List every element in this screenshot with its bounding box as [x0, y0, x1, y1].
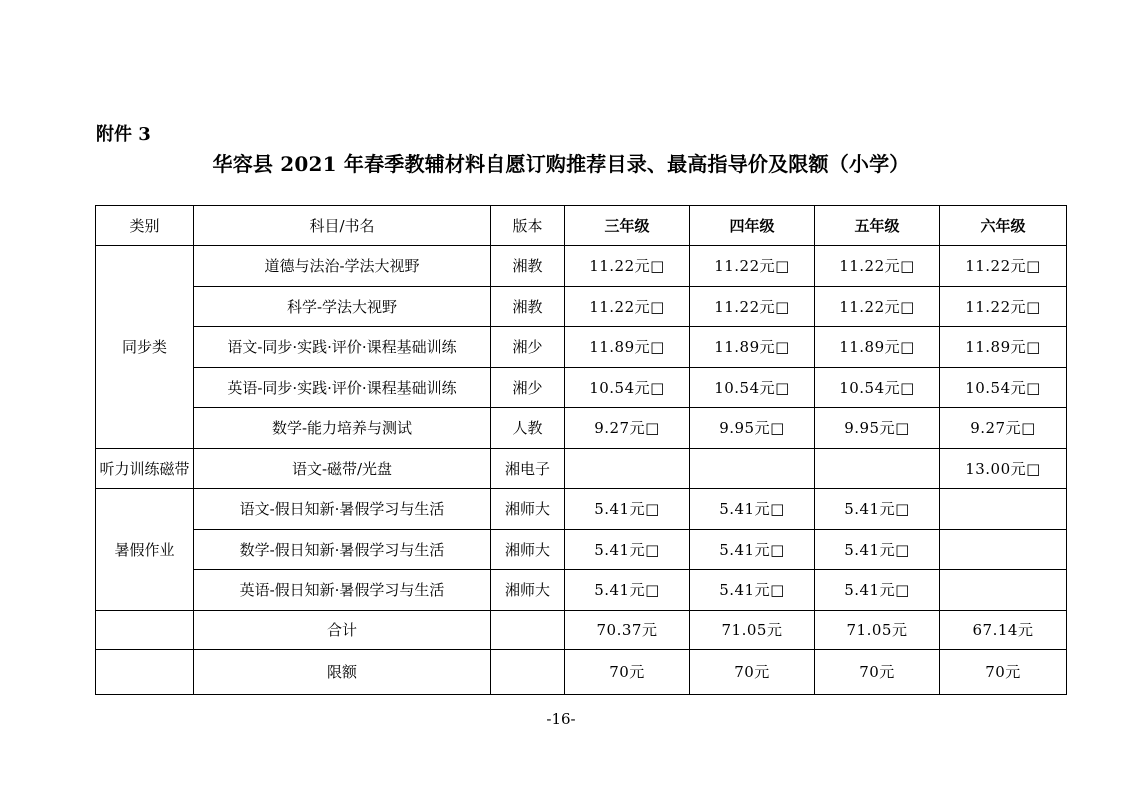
header-edition: 版本: [491, 206, 565, 246]
price-cell: 11.22元□: [690, 246, 815, 287]
book-cell: 语文-假日知新·暑假学习与生活: [194, 489, 491, 530]
price-cell: 5.41元□: [565, 489, 690, 530]
price-cell: [690, 448, 815, 489]
price-cell: [940, 489, 1067, 530]
table-row: [96, 408, 1067, 449]
edition-cell: 人教: [491, 408, 565, 449]
document-title: 华容县 2021 年春季教辅材料自愿订购推荐目录、最高指导价及限额（小学）: [212, 152, 910, 176]
limit-value: 70元: [565, 649, 690, 694]
price-cell: [940, 529, 1067, 570]
book-cell: 英语-同步·实践·评价·课程基础训练: [194, 367, 491, 408]
book-cell: 语文-磁带/光盘: [194, 448, 491, 489]
price-cell: 10.54元□: [815, 367, 940, 408]
price-cell: 11.22元□: [815, 286, 940, 327]
price-cell: [815, 448, 940, 489]
category-cell: 暑假作业: [96, 489, 194, 611]
attachment-label: 附件 3: [96, 124, 151, 145]
price-cell: 11.89元□: [815, 327, 940, 368]
price-cell: 11.89元□: [565, 327, 690, 368]
book-cell: 科学-学法大视野: [194, 286, 491, 327]
edition-cell: 湘师大: [491, 529, 565, 570]
price-cell: 9.95元□: [815, 408, 940, 449]
edition-cell: 湘师大: [491, 570, 565, 611]
price-cell: 5.41元□: [815, 489, 940, 530]
price-cell: [940, 570, 1067, 611]
edition-cell: 湘少: [491, 367, 565, 408]
limit-label: 限额: [194, 649, 491, 694]
textbook-price-table: [95, 205, 1067, 695]
table-row: [96, 529, 1067, 570]
limit-row: [96, 649, 1067, 694]
empty-cell: [96, 610, 194, 649]
header-grade-6: 六年级: [940, 206, 1067, 246]
empty-cell: [491, 610, 565, 649]
edition-cell: 湘电子: [491, 448, 565, 489]
price-cell: 5.41元□: [690, 570, 815, 611]
table-row: [96, 286, 1067, 327]
book-cell: 英语-假日知新·暑假学习与生活: [194, 570, 491, 611]
price-cell: [565, 448, 690, 489]
price-cell: 5.41元□: [690, 529, 815, 570]
price-cell: 5.41元□: [565, 529, 690, 570]
price-cell: 9.27元□: [940, 408, 1067, 449]
price-cell: 9.27元□: [565, 408, 690, 449]
limit-value: 70元: [940, 649, 1067, 694]
price-cell: 10.54元□: [690, 367, 815, 408]
book-cell: 数学-假日知新·暑假学习与生活: [194, 529, 491, 570]
empty-cell: [96, 649, 194, 694]
price-cell: 11.22元□: [815, 246, 940, 287]
edition-cell: 湘师大: [491, 489, 565, 530]
edition-cell: 湘教: [491, 286, 565, 327]
price-cell: 5.41元□: [815, 570, 940, 611]
price-cell: 11.22元□: [690, 286, 815, 327]
header-grade-3: 三年级: [565, 206, 690, 246]
table-row: [96, 246, 1067, 287]
edition-cell: 湘教: [491, 246, 565, 287]
total-value: 71.05元: [815, 610, 940, 649]
header-book: 科目/书名: [194, 206, 491, 246]
book-cell: 道德与法治-学法大视野: [194, 246, 491, 287]
price-cell: 5.41元□: [690, 489, 815, 530]
price-cell: 10.54元□: [565, 367, 690, 408]
price-cell: 9.95元□: [690, 408, 815, 449]
page-number: -16-: [546, 710, 576, 728]
price-cell: 11.89元□: [690, 327, 815, 368]
price-cell: 5.41元□: [565, 570, 690, 611]
category-cell: 同步类: [96, 246, 194, 449]
price-cell: 11.22元□: [565, 246, 690, 287]
limit-value: 70元: [815, 649, 940, 694]
empty-cell: [491, 649, 565, 694]
book-cell: 数学-能力培养与测试: [194, 408, 491, 449]
price-cell: 11.22元□: [565, 286, 690, 327]
table-row: [96, 367, 1067, 408]
total-row: [96, 610, 1067, 649]
total-value: 71.05元: [690, 610, 815, 649]
price-cell: 13.00元□: [940, 448, 1067, 489]
header-grade-5: 五年级: [815, 206, 940, 246]
price-cell: 11.22元□: [940, 286, 1067, 327]
edition-cell: 湘少: [491, 327, 565, 368]
book-cell: 语文-同步·实践·评价·课程基础训练: [194, 327, 491, 368]
table-row: [96, 327, 1067, 368]
category-cell: 听力训练磁带: [96, 448, 194, 489]
price-cell: 11.89元□: [940, 327, 1067, 368]
total-label: 合计: [194, 610, 491, 649]
price-cell: 10.54元□: [940, 367, 1067, 408]
header-category: 类别: [96, 206, 194, 246]
price-cell: 11.22元□: [940, 246, 1067, 287]
total-value: 67.14元: [940, 610, 1067, 649]
table-row: [96, 489, 1067, 530]
table-row: [96, 448, 1067, 489]
table-header-row: [96, 206, 1067, 246]
price-cell: 5.41元□: [815, 529, 940, 570]
total-value: 70.37元: [565, 610, 690, 649]
header-grade-4: 四年级: [690, 206, 815, 246]
limit-value: 70元: [690, 649, 815, 694]
table-row: [96, 570, 1067, 611]
